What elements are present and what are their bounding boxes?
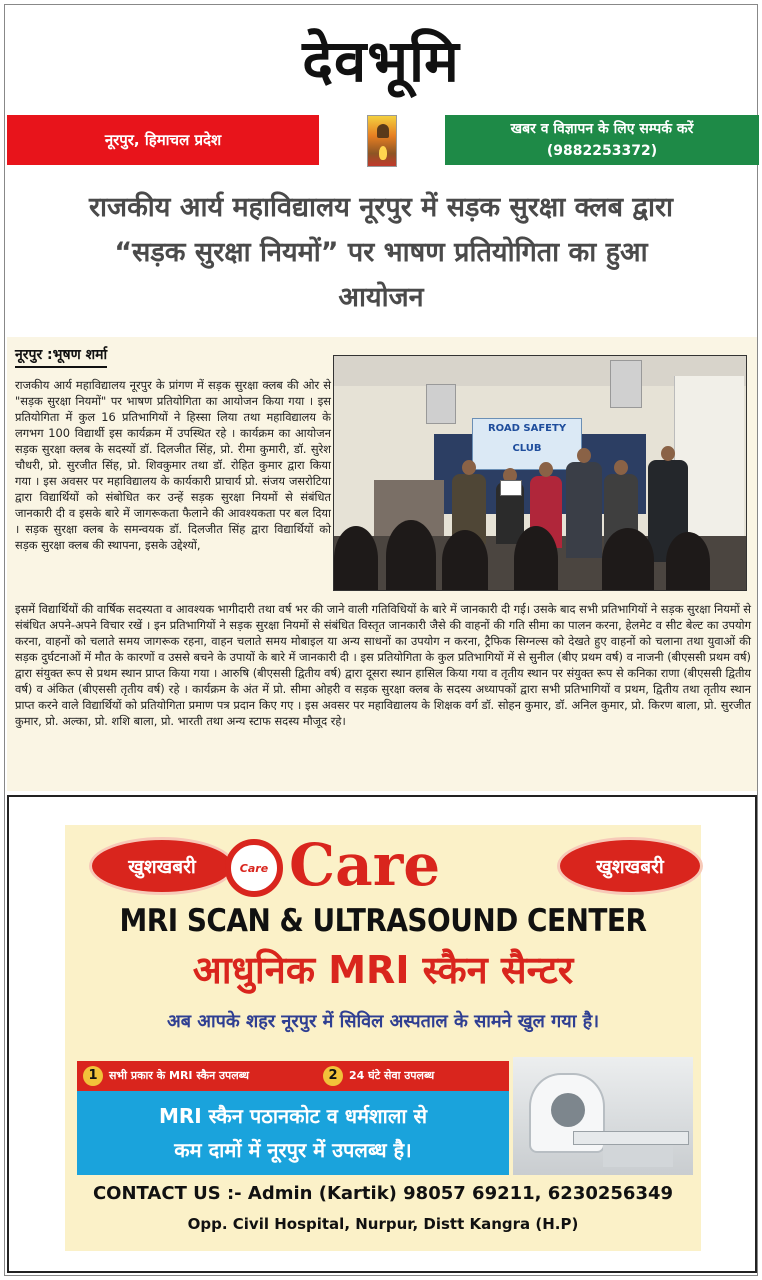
ad-tagline: अब आपके शहर नूरपुर में सिविल अस्पताल के सामने खुल गया है। xyxy=(166,1011,600,1032)
audience-member xyxy=(334,526,378,591)
mri-bed-base xyxy=(603,1145,673,1167)
audience-member xyxy=(442,530,488,591)
ad-title-hindi: आधुनिक MRI स्कैन सैन्टर xyxy=(192,948,574,992)
contact-phone: (9882253372) xyxy=(546,143,658,159)
road-safety-banner: ROAD SAFETY CLUB xyxy=(472,418,582,470)
ad-address: Opp. Civil Hospital, Nurpur, Distt Kangra (H.P) xyxy=(187,1215,579,1233)
article-body-full-width: इसमें विद्यार्थियों की वार्षिक सदस्यता व आवश्यक भागीदारी तथा वर्ष भर की जाने वाली गतिविधियों के बारे में जानकारी दी गई। उसके बाद सभी प्रतिभागियों ने सड़क सुरक्षा नियमों से संबंधित अपने-अपने विचार रखें । इन प्रतिभागियों ने सड़क सुरक्षा नियमों से संबंधित विस्तृत जानकारी जैसे की वाहनों की गति सीमा का पालन करना, हेलमेट व सीट बेल्ट का उपयोग करना, वाहनों को चलाते समय जागरूक रहना, वाहन चलाते समय मोबाइल या अन्य साधनों का उपयोग न करना, ट्रैफिक सिग्नल्स को देखते हुए वाहनों को चलाना तथा युवाओं की सड़क दुर्घटनाओं में मौत के कारणों व उससे बचने के उपायों के बारे में जानकारी दी । इस प्रतियोगिता के कुल प्रतिभागियों में से सुनील (बीए प्रथम वर्ष) व नाजनी (बीएससी प्रथम वर्ष) द्वारा संयुक्त रूप से प्रथम स्थान प्राप्त किया गया । आरुषि (बीएससी द्वितीय वर्ष) द्वारा दूसरा स्थान हासिल किया गया व तृतीय स्थान पर संयुक्त रूप से कनिका राणा (बीएससी द्वितीय वर्ष) व अंकित (बीएससी तृतीय वर्ष) रहे । कार्यक्रम के अंत में प्रो. सीमा ओहरी व सड़क सुरक्षा क्लब के सदस्य अध्यापकों द्वारा सभी प्रतिभागियों व प्रथम, द्वितीय तथा तृतीय स्थान प्राप्त करने वाले विद्यार्थियों को प्रतियोगिता प्रमाण पत्र प्रदान किए गए । इस अवसर पर महाविद्यालय के शिक्षक वर्ग डॉ. सोहन कुमार, डॉ. अनिल कुमार, प्रो. किरण बाला, प्रो. सुरजीत कुमार, प्रो. अल्का, प्रो. शशि बाला, प्रो. भारती तथा अन्य स्टाफ सदस्य मौजूद रहे। xyxy=(15,602,751,728)
price-message-line-2: कम दामों में नूरपुर में उपलब्ध है। xyxy=(174,1138,412,1162)
contact-label: खबर व विज्ञापन के लिए सम्पर्क करें xyxy=(510,121,694,137)
feature-text: 24 घंटे सेवा उपलब्ध xyxy=(349,1069,435,1082)
headline-line-3: आयोजन xyxy=(338,282,424,313)
contact-bar xyxy=(445,115,759,165)
audience-member xyxy=(514,526,558,591)
headline-line-2: “सड़क सुरक्षा नियमों” पर भाषण प्रतियोगिता का हुआ xyxy=(114,237,648,268)
lamp-flame-icon xyxy=(379,146,387,160)
advertisement-frame xyxy=(7,795,757,1273)
feature-text: सभी प्रकार के MRI स्कैन उपलब्ध xyxy=(109,1069,249,1082)
person-figure xyxy=(566,462,602,558)
article-byline: नूरपुर :भूषण शर्मा xyxy=(15,345,107,368)
location-text: नूरपुर, हिमाचल प्रदेश xyxy=(104,131,222,149)
price-message-line-1: MRI स्कैन पठानकोट व धर्मशाला से xyxy=(158,1104,428,1128)
article-body-column: राजकीय आर्य महाविद्यालय नूरपुर के प्रांगण में सड़क सुरक्षा क्लब की ओर से "सड़क सुरक्षा नियमों" पर भाषण प्रतियोगिता का आयोजन किया गया । इस प्रतियोगिता में कुल 16 प्रतिभागियों ने हिस्सा लिया तथा महाविद्यालय के लगभग 100 विद्यार्थी इस कार्यक्रम में उपस्थित रहे । कार्यक्रम का आयोजन सड़क सुरक्षा क्लब के सदस्यों डॉ. दिलजीत सिंह, प्रो. रीमा कुमारी, डॉ. सुरेश चौधरी, प्रो. सुरजीत सिंह, प्रो. शिवकुमार तथा डॉ. रोहित कुमार द्वारा किया गया । इस अवसर पर महाविद्यालय के कार्यकारी प्राचार्य प्रो. संजय जसरोटिया द्वारा विद्यार्थियों को संबोधित कर उन्हें सड़क सुरक्षा नियमों से संबंधित जानकारी दी व इसके बारे में जागरूकता फैलाने की आवश्यकता पर बल दिया । सड़क सुरक्षा क्लब के समन्वयक डॉ. दिलजीत सिंह द्वारा विद्यार्थियों को सड़क सुरक्षा क्लब की स्थापना, इसके उद्देश्यों, xyxy=(15,378,331,552)
location-bar xyxy=(7,115,319,165)
audience-member xyxy=(386,520,436,591)
ad-contact: CONTACT US :- Admin (Kartik) 98057 69211, 6230256349 xyxy=(92,1183,674,1204)
mri-scanner-bore xyxy=(551,1093,585,1127)
feature-number-badge: 2 xyxy=(323,1066,343,1086)
feature-item xyxy=(83,1065,249,1087)
air-conditioner-icon xyxy=(610,360,642,408)
audience-member xyxy=(666,532,710,591)
good-news-badge-left: खुशखबरी xyxy=(89,837,235,895)
good-news-badge-right: खुशखबरी xyxy=(557,837,703,895)
masthead xyxy=(5,5,757,117)
article-section xyxy=(7,337,757,791)
mri-machine-photo xyxy=(513,1057,693,1175)
feature-bar xyxy=(77,1061,509,1091)
event-photo xyxy=(333,355,747,591)
advertisement xyxy=(65,825,701,1251)
care-brand-name: Care xyxy=(289,831,441,899)
price-message-box xyxy=(77,1091,509,1175)
certificate-icon xyxy=(500,480,522,496)
newspaper-title: देवभूमि xyxy=(302,27,460,95)
mri-patient-bed xyxy=(573,1131,689,1145)
article-headline xyxy=(5,185,757,320)
audience-member xyxy=(602,528,654,591)
deity-emblem-icon xyxy=(367,115,397,167)
ad-title-english: MRI SCAN & ULTRASOUND CENTER xyxy=(119,903,647,939)
air-conditioner-icon xyxy=(426,384,456,424)
headline-line-1: राजकीय आर्य महाविद्यालय नूरपुर में सड़क सुरक्षा क्लब द्वारा xyxy=(89,192,673,223)
newspaper-page xyxy=(4,4,758,1276)
feature-item xyxy=(323,1065,434,1087)
feature-number-badge: 1 xyxy=(83,1066,103,1086)
bell-icon xyxy=(377,124,389,138)
care-logo-icon: Care xyxy=(225,839,283,897)
